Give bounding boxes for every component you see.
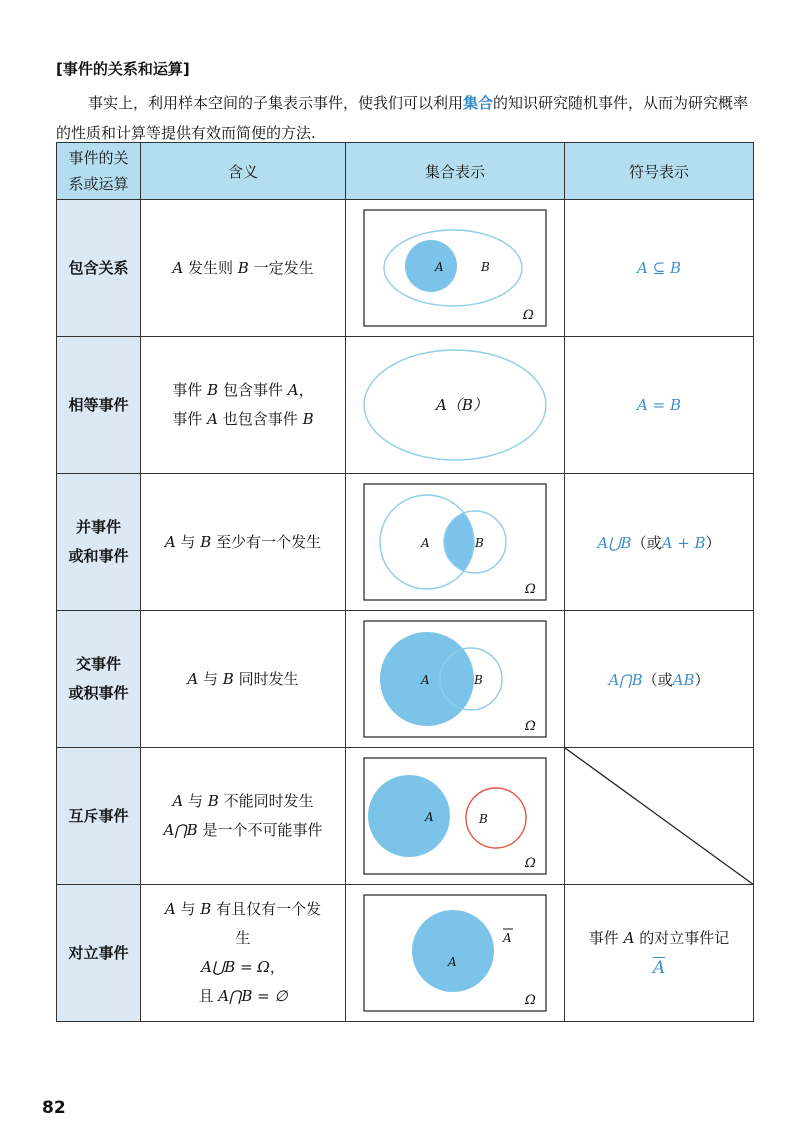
complement-symbol: $\overline{A}$ [652, 958, 666, 978]
venn-equal-diagram [360, 346, 550, 464]
row-meaning: A 与 B 同时发生 [141, 611, 346, 748]
row-venn [346, 885, 565, 1022]
table-header-row [57, 143, 754, 200]
table-row [57, 885, 754, 1022]
row-meaning [141, 337, 346, 474]
meaning-line: 生 [235, 929, 251, 947]
row-name: 交事件 或积事件 [57, 611, 141, 748]
set-b-circle [466, 788, 526, 848]
row-name: 互斥事件 [57, 748, 141, 885]
venn-exclusive-diagram [363, 757, 547, 875]
row-venn [346, 200, 565, 337]
section-title: [事件的关系和运算] [56, 60, 190, 78]
meaning-line: 且 A⋂B = ∅ [198, 987, 288, 1005]
venn-label-b: B [475, 536, 484, 550]
table-row [57, 474, 754, 611]
row-meaning: A 发生则 B 一定发生 [141, 200, 346, 337]
set-a-circle [412, 910, 494, 992]
intro-highlight: 集合 [463, 94, 494, 112]
header-symbol-representation: 符号表示 [565, 143, 754, 200]
table-row [57, 200, 754, 337]
row-name: 并事件 或和事件 [57, 474, 141, 611]
symbol-line [565, 953, 753, 983]
table-row [57, 611, 754, 748]
set-a-circle [368, 775, 450, 857]
venn-label-omega: Ω [525, 856, 536, 871]
venn-label-b: B [481, 260, 490, 274]
venn-label-omega: Ω [525, 582, 536, 597]
row-name: 相等事件 [57, 337, 141, 474]
intro-text-before: 事实上，利用样本空间的子集表示事件，使我们可以利用 [88, 94, 464, 112]
row-meaning [141, 885, 346, 1022]
row-symbol: A = B [565, 337, 754, 474]
row-symbol: A ⊆ B [565, 200, 754, 337]
row-symbol [565, 885, 754, 1022]
row-symbol: A⋂B（或AB） [565, 611, 754, 748]
header-event-relation: 事件的关 系或运算 [57, 143, 141, 200]
venn-label-ab: A（B） [436, 396, 488, 414]
meaning-line: 事件 B 包含事件 A， [172, 381, 314, 399]
venn-label-a: A [421, 536, 430, 550]
row-meaning: A 与 B 至少有一个发生 [141, 474, 346, 611]
header-set-representation: 集合表示 [346, 143, 565, 200]
venn-label-omega: Ω [525, 719, 536, 734]
venn-label-a: A [435, 260, 444, 274]
set-a-circle [405, 240, 457, 292]
venn-label-a-complement: A [503, 931, 512, 945]
venn-label-a: A [448, 955, 457, 969]
venn-label-b: B [474, 673, 483, 687]
intro-paragraph [56, 88, 756, 148]
row-venn [346, 748, 565, 885]
row-symbol: A⋃B（或A + B） [565, 474, 754, 611]
meaning-line: A⋂B 是一个不可能事件 [163, 821, 323, 839]
page-number: 82 [42, 1098, 66, 1118]
venn-subset-diagram [363, 209, 547, 327]
meaning-line: 事件 A 也包含事件 B [172, 410, 314, 428]
symbol-line: 事件 A 的对立事件记 [588, 929, 730, 947]
venn-union-diagram [363, 483, 547, 601]
header-meaning: 含义 [141, 143, 346, 200]
venn-label-a: A [425, 810, 434, 824]
diagonal-line [565, 748, 754, 885]
venn-intersection-diagram [363, 620, 547, 738]
venn-complement-diagram [363, 894, 547, 1012]
row-name: 对立事件 [57, 885, 141, 1022]
row-venn [346, 474, 565, 611]
venn-label-omega: Ω [525, 993, 536, 1008]
row-meaning [141, 748, 346, 885]
meaning-line: A 与 B 有且仅有一个发 [164, 900, 322, 918]
row-name: 包含关系 [57, 200, 141, 337]
table-row [57, 748, 754, 885]
venn-label-a: A [421, 673, 430, 687]
row-venn [346, 611, 565, 748]
diagonal-slash [565, 748, 754, 885]
meaning-line: A⋃B = Ω， [201, 958, 285, 976]
row-venn [346, 337, 565, 474]
venn-label-b: B [479, 812, 488, 826]
venn-label-omega: Ω [523, 308, 534, 323]
meaning-line: A 与 B 不能同时发生 [172, 792, 314, 810]
event-relations-table [56, 142, 754, 1022]
row-symbol-empty [565, 748, 754, 885]
table-row [57, 337, 754, 474]
intro-text-after: 的知识研究随机事件，从而为研究概率的性质和计算等提供有效而简便的方法. [56, 94, 749, 142]
